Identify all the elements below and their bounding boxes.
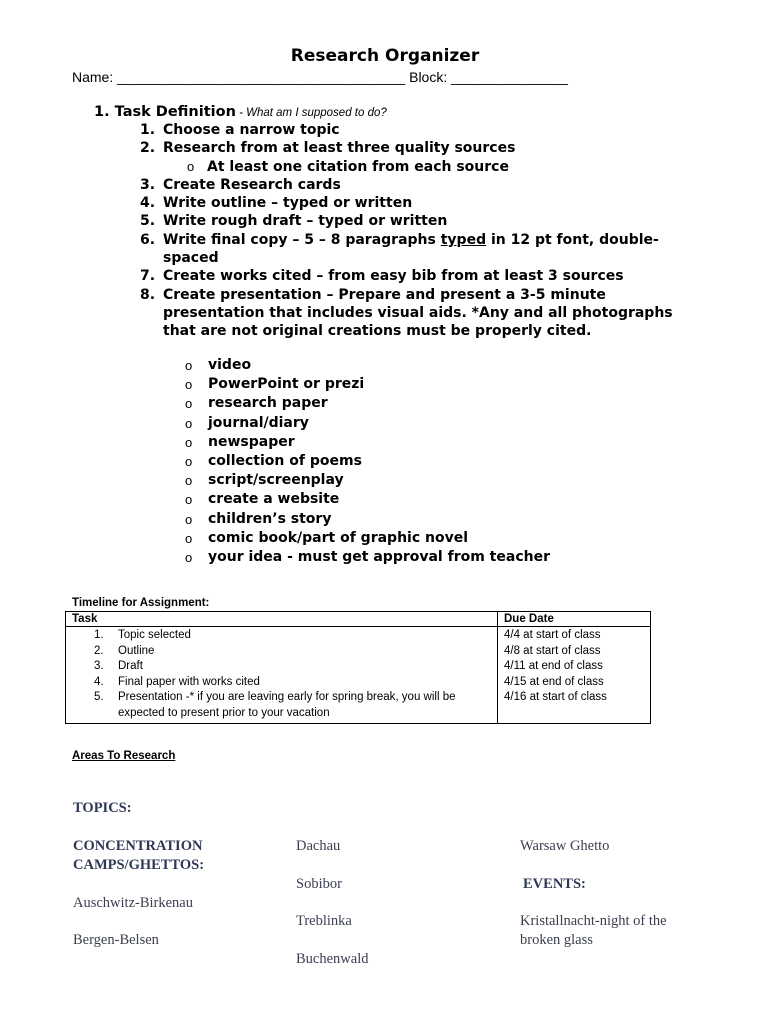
bullet-marker: o <box>185 454 193 470</box>
column-header-due-date: Due Date <box>498 612 651 627</box>
due-date-item: 4/15 at end of class <box>504 675 604 688</box>
list-item: o children’s story <box>186 510 550 529</box>
list-item: o comic book/part of graphic novel <box>186 529 550 548</box>
section-subtitle: - What am I supposed to do? <box>235 107 387 119</box>
bullet-marker: o <box>187 158 195 174</box>
list-item: 4. Write outline – typed or written <box>140 195 413 212</box>
step-text: Create presentation – Prepare and present a 3-5 minute presentation that includes visual aids. *Any and all photographs that are not original creations must be properly cited. <box>163 286 673 340</box>
underlined-word: typed <box>440 231 487 248</box>
section-title: Task Definition <box>114 104 236 120</box>
topic-item: Dachau <box>296 838 341 854</box>
task-item: 3. Draft <box>94 660 143 672</box>
task-item: 2. Outline <box>94 644 155 657</box>
column-header-task: Task <box>66 612 498 627</box>
topic-item: Warsaw Ghetto <box>520 838 610 854</box>
bullet-marker: o <box>185 396 193 412</box>
timeline-table <box>65 611 651 724</box>
areas-heading: Areas To Research <box>72 750 176 762</box>
list-item: o research paper <box>186 394 550 413</box>
step-text: Research from at least three quality sources <box>163 140 516 157</box>
list-item: 7. Create works cited – from easy bib from at least 3 sources <box>140 268 624 285</box>
bullet-marker: o <box>185 550 193 566</box>
step-text: Write final copy – 5 – 8 paragraphs typed in 12 pt font, double-spaced <box>163 231 659 267</box>
list-item: o newspaper <box>186 433 550 452</box>
concentration-camps-label: CONCENTRATION CAMPS/GHETTOS: <box>73 838 205 873</box>
topic-item: Buchenwald <box>296 951 369 967</box>
presentation-options-list <box>186 356 550 567</box>
table-header-row <box>66 612 651 627</box>
list-item: 8. Create presentation – Prepare and present a 3-5 minute presentation that includes visual aids. *Any and all photographs that are not original creations must be properly cited. <box>140 286 673 340</box>
topic-item: Sobibor <box>296 876 342 892</box>
due-date-item: 4/8 at start of class <box>504 644 601 657</box>
list-item: 6. Write final copy – 5 – 8 paragraphs typed in 12 pt font, double-spaced <box>140 231 659 267</box>
topics-label: TOPICS: <box>73 800 132 816</box>
bullet-marker: o <box>185 434 193 450</box>
sub-bullet-list <box>185 158 700 176</box>
step-text: Create Research cards <box>163 176 341 193</box>
list-item: o journal/diary <box>186 414 550 433</box>
bullet-marker: o <box>185 530 193 546</box>
list-item: o PowerPoint or prezi <box>186 375 550 394</box>
step-text: Write rough draft – typed or written <box>163 213 448 230</box>
due-date-cell <box>498 627 651 724</box>
due-date-item: 4/4 at start of class <box>504 629 601 641</box>
step-text: Write outline – typed or written <box>163 195 413 212</box>
due-date-item: 4/11 at end of class <box>504 660 603 672</box>
step-text: Create works cited – from easy bib from at least 3 sources <box>163 268 624 285</box>
list-item: 3. Create Research cards <box>140 176 341 193</box>
bullet-marker: o <box>185 492 193 508</box>
task-item-continued: expected to present prior to your vacation <box>118 706 330 719</box>
name-block-line: Name: _____________________________________ Block: _______________ <box>72 69 568 85</box>
bullet-marker: o <box>185 415 193 431</box>
task-item: 4. Final paper with works cited <box>94 675 260 688</box>
bullet-marker: o <box>185 511 193 527</box>
page-title: Research Organizer <box>290 46 480 66</box>
table-row <box>66 627 651 724</box>
timeline-heading: Timeline for Assignment: <box>72 597 210 609</box>
task-item: 1. Topic selected <box>94 629 191 641</box>
list-item: 1. Choose a narrow topic <box>140 122 340 138</box>
list-item: 2. Research from at least three quality sources o At least one citation from each source <box>140 139 700 176</box>
task-cell <box>66 627 498 724</box>
list-item: o At least one citation from each source <box>187 158 509 175</box>
list-item: o your idea - must get approval from teacher <box>186 548 550 567</box>
list-item: o script/screenplay <box>186 471 550 490</box>
due-date-item: 4/16 at start of class <box>504 691 607 703</box>
bullet-marker: o <box>185 473 193 489</box>
list-item: o collection of poems <box>186 452 550 471</box>
topic-item: Treblinka <box>296 913 352 929</box>
section-number: 1. <box>94 104 110 120</box>
step-text: Choose a narrow topic <box>163 122 340 138</box>
list-item: o video <box>186 356 550 375</box>
task-definition-heading <box>94 103 387 122</box>
bullet-marker: o <box>185 377 193 393</box>
list-item: 5. Write rough draft – typed or written <box>140 213 448 230</box>
task-item: 5. Presentation -* if you are leaving early for spring break, you will be <box>94 691 456 703</box>
event-item: Kristallnacht-night of the broken glass <box>520 913 667 948</box>
topic-item: Auschwitz-Birkenau <box>73 895 193 911</box>
topic-item: Bergen-Belsen <box>73 932 159 948</box>
events-label: EVENTS: <box>523 876 586 892</box>
task-steps-list <box>140 121 700 341</box>
bullet-marker: o <box>185 358 193 373</box>
list-item: o create a website <box>186 490 550 509</box>
